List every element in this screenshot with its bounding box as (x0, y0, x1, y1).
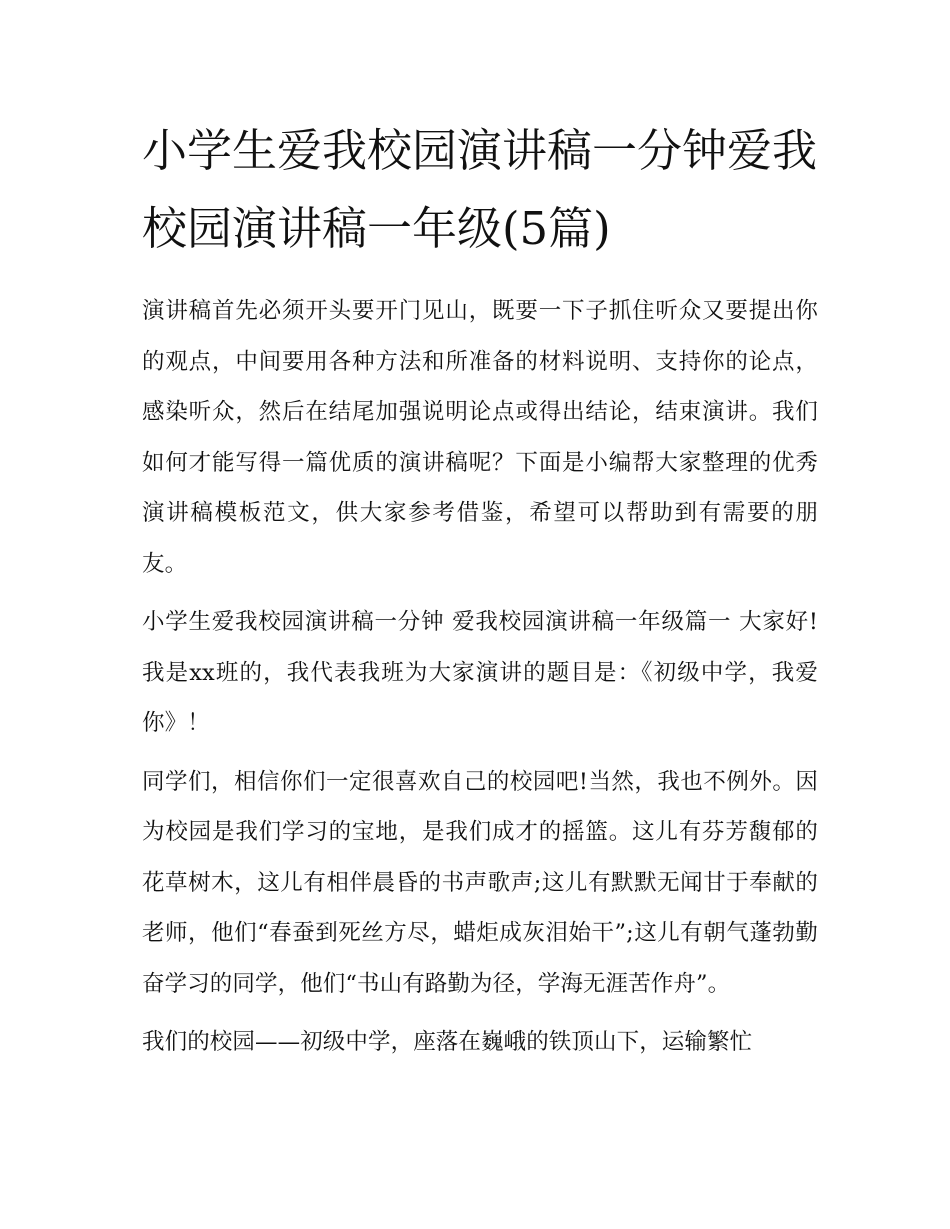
paragraph-campus-location: 我们的校园——初级中学，座落在巍峨的铁顶山下，运输繁忙 (142, 1029, 753, 1055)
document-title: 小学生爱我校园演讲稿一分钟爱我校园演讲稿一年级(5篇) (142, 124, 818, 255)
paragraph-campus-love: 同学们，相信你们一定很喜欢自己的校园吧!当然，我也不例外。因为校园是我们学习的宝地，是我们成才的摇篮。这儿有芬芳馥郁的花草树木，这儿有相伴晨昏的书声歌声;这儿有默默无闻甘于奉献的老师，他们“春蚕到死丝方尽，蜡炬成灰泪始干”;这儿有朝气蓬勃勤奋学习的同学，他们“书山有路勤为径，学海无涯苦作舟”。 (142, 768, 818, 997)
paragraph-speech-opening: 小学生爱我校园演讲稿一分钟 爱我校园演讲稿一年级篇一 大家好!我是xx班的，我代表我班为大家演讲的题目是：《初级中学，我爱你》！ (142, 609, 818, 736)
document-page (142, 112, 818, 1068)
paragraph-intro: 演讲稿首先必须开头要开门见山，既要一下子抓住听众又要提出你的观点，中间要用各种方法和所准备的材料说明、支持你的论点，感染听众，然后在结尾加强说明论点或得出结论，结束演讲。我们如何才能写得一篇优质的演讲稿呢？下面是小编帮大家整理的优秀演讲稿模板范文，供大家参考借鉴，希望可以帮助到有需要的朋友。 (142, 298, 818, 577)
